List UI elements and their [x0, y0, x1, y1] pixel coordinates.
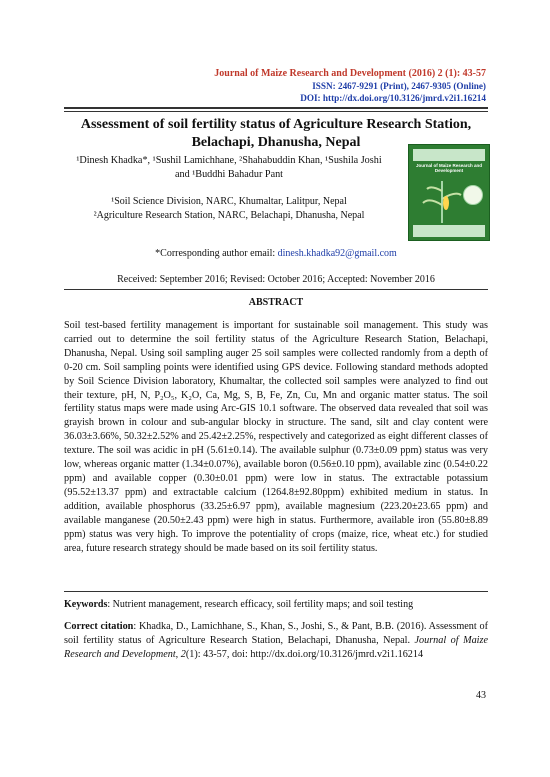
authors-line-1: ¹Dinesh Khadka*, ¹Sushil Lamichhane, ²Shahabuddin Khan, ¹Sushila Joshi	[76, 155, 382, 166]
keywords-text: : Nutrient management, research efficacy, soil fertility maps; and soil testing	[107, 599, 414, 610]
header-rule-thick	[64, 107, 488, 109]
page-number: 43	[476, 690, 486, 701]
keywords-line	[64, 598, 488, 611]
citation-journal: Journal of Maize Research and Development	[64, 634, 489, 660]
authors-line-2: and ¹Buddhi Bahadur Pant	[174, 169, 284, 180]
keywords-label: Keywords	[64, 599, 108, 610]
cover-banner	[413, 149, 485, 161]
citation-volume: 2	[180, 648, 186, 660]
cover-footer	[413, 225, 485, 237]
journal-doi-link[interactable]: DOI: http://dx.doi.org/10.3126/jmrd.v2i1.16214	[300, 93, 486, 103]
journal-issn: ISSN: 2467-9291 (Print), 2467-9305 (Online)	[312, 81, 486, 91]
dates-rule	[64, 289, 488, 290]
author-list	[64, 154, 394, 182]
cover-title: Journal of Maize Research and Development	[415, 163, 483, 173]
header-rule-thin	[64, 111, 488, 112]
journal-header	[214, 68, 486, 104]
journal-cover-image	[408, 144, 490, 241]
author-email-link[interactable]: dinesh.khadka92@gmail.com	[277, 248, 397, 259]
journal-name: Journal of Maize Research and Development (2016) 2 (1): 43-57	[214, 68, 486, 79]
affiliation-1: ¹Soil Science Division, NARC, Khumaltar, Lalitpur, Nepal	[111, 196, 347, 207]
article-title: Assessment of soil fertility status of Agriculture Research Station, Belachapi, Dhanusha, Nepal	[80, 117, 472, 150]
received-dates: Received: September 2016; Revised: October 2016; Accepted: November 2016	[117, 274, 435, 285]
corresponding-author	[64, 248, 488, 259]
abstract-heading: ABSTRACT	[248, 297, 304, 308]
cover-logo-icon	[463, 185, 483, 205]
citation-block	[64, 620, 488, 662]
citation-text-1: : Khadka, D., Lamichhane, S., Khan, S., Joshi, S., & Pant, B.B. (2016). Assessment of soil fertility status of Agriculture Research Station, Belachapi, Dhanusha, Nepal.	[64, 621, 488, 646]
citation-text-3: (1): 43-57, doi: http://dx.doi.org/10.3126/jmrd.v2i1.16214	[185, 648, 424, 660]
affiliation-2: ²Agriculture Research Station, NARC, Belachapi, Dhanusha, Nepal	[93, 210, 365, 221]
corresponding-label: *Corresponding author email:	[155, 248, 278, 259]
citation-text-2: ,	[175, 648, 181, 660]
citation-label: Correct citation	[64, 621, 134, 632]
maize-plant-icon	[417, 175, 467, 223]
abstract-body: Soil test-based fertility management is important for sustainable soil management. This study was carried out to determine the soil fertility status of the Agriculture Research Station, Belachapi, Dhanusha, Nepal. Using soil sampling auger 25 soil samples were collected randomly from a depth of 0-20 cm. Soil sampling points were identified using GPS device. Following standard methods adopted by Soil Science Division laboratory, Khumaltar, the collected soil samples were analyzed to find out their texture, pH, N, P₂O₅, K₂O, Ca, Mg, S, B, Fe, Zn, Cu, Mn and organic matter status. The soil fertility status maps were made using Arc-GIS 10.1 software. The observed data revealed that soil was grayish brown in colour and sub-angular blocky in structure. The sand, silt and clay content were 36.03±3.66%, 50.32±2.52% and 25.42±2.25%, respectively and categorized as eight different classes of texture. The soil was acidic in pH (5.61±0.14). The available sulphur (0.73±0.09 ppm) status was very low, whereas organic matter (1.34±0.07%), available boron (0.56±0.10 ppm), available zinc (0.54±0.22 ppm) and available copper (0.30±0.01 ppm) were low in status. The extractable potassium (95.52±13.37 ppm) and extractable calcium (1264.8±92.80ppm) exhibited medium in status. In addition, available phosphorus (33.25±6.97 ppm), available magnesium (223.20±23.65 ppm) and available manganese (20.50±2.43 ppm) were high in status. Furthermore, available iron (55.80±8.89 ppm) status was very high. To improve the potentiality of crops (maize, rice, wheat etc.) for studied area, future research strategy should be made based on its soil fertility status.	[64, 320, 488, 554]
abstract-rule	[64, 591, 488, 592]
